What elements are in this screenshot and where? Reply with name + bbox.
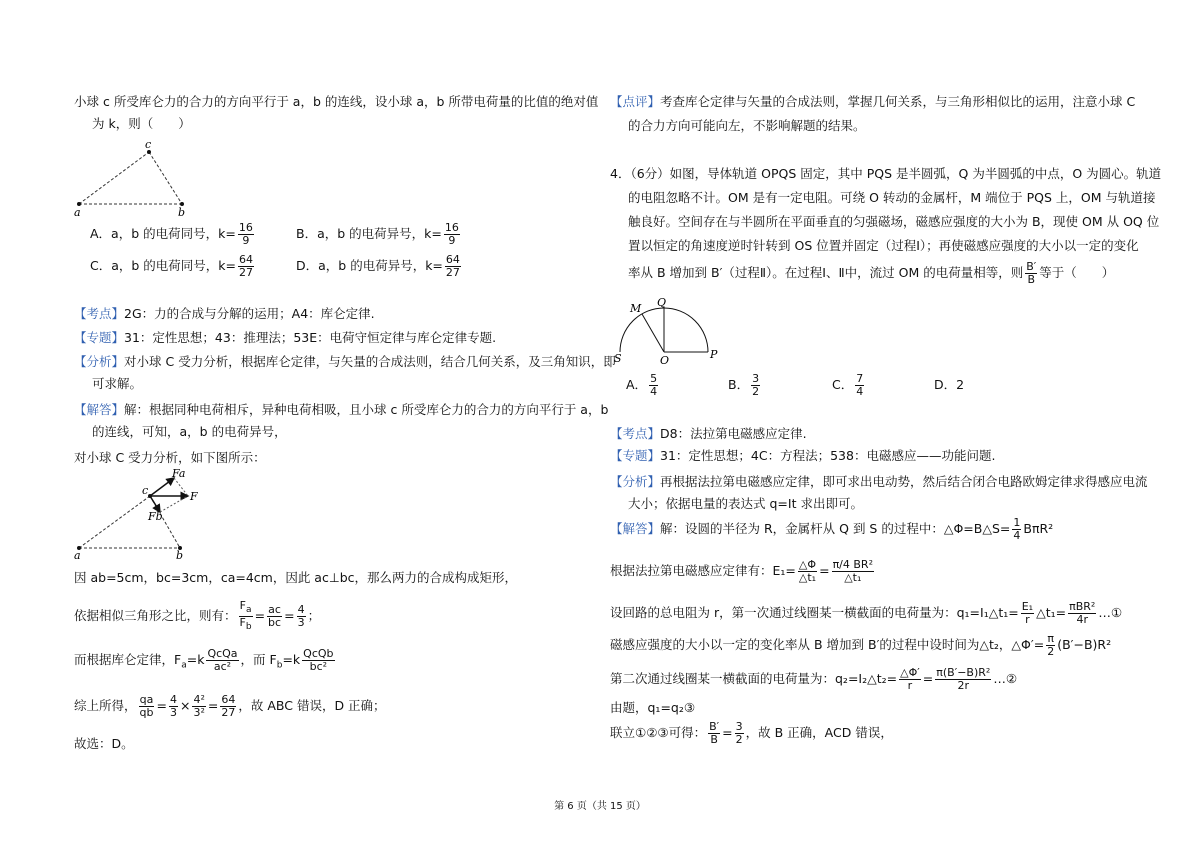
option-c[interactable]: C．a，b 的电荷同号，k= $\frac{64}{27}$ (90, 253, 254, 279)
label-c: c (142, 484, 149, 497)
kaodian-line: 【考点】2G：力的合成与分解的运用；A4：库仑定律. (74, 306, 375, 321)
option-b[interactable]: B． $\frac{3}{2}$ (728, 372, 760, 398)
label-m: M (630, 302, 642, 315)
option-a[interactable]: A．a，b 的电荷同号，k= $\frac{16}{9}$ (90, 221, 253, 247)
q4-line4: 置以恒定的角速度逆时针转到 OS 位置并固定（过程Ⅰ）；再使磁感应强度的大小以一定的变化 (628, 238, 1139, 253)
q4-line3: 触良好。空间存在与半圆所在平面垂直的匀强磁场，磁感应强度的大小为 B，现使 OM 从 OQ 位 (628, 214, 1160, 229)
given-line: 由题，q₁=q₂③ (610, 700, 696, 715)
faraday-line: 根据法拉第电磁感应定律有：E₁= $\frac{\triangle\Phi}{\text{△t₁}}$ = $\frac{\text{π/4 BR²}}{\text{△t₁}}$ (610, 558, 873, 584)
jieda-line2: 的连线，可知，a，b 的电荷异号， (92, 424, 287, 439)
label-b: b (176, 549, 184, 560)
label-b: b (178, 206, 186, 218)
final-line: 联立①②③可得： $\frac{B'}{B}$ = $\frac{3}{2}$ ，故 B 正确，ACD 错误， (610, 720, 893, 746)
dianping-line1: 【点评】考查库仑定律与矢量的合成法则，掌握几何关系，与三角形相似比的运用，注意小球 C (610, 94, 1136, 109)
label-a: a (74, 206, 81, 218)
q4-line2: 的电阻忽略不计。OM 是有一定电阻。可绕 O 转动的金属杆，M 端位于 PQS 上，OM 与轨道接 (628, 190, 1156, 205)
label-a: a (74, 549, 81, 560)
label-fa: Fa (172, 468, 186, 480)
rod-om (642, 314, 664, 352)
dianping-line2: 的合力方向可能向左，不影响解题的结果。 (628, 118, 866, 133)
label-q: Q (657, 296, 667, 309)
label-c: c (145, 138, 152, 151)
similar-ratio-line: 依据相似三角形之比，则有： $\frac{F_a}{F_b}$ = $\frac{ac}{bc}$ = $\frac{4}{3}$ ； (74, 598, 321, 633)
figure-semicircle-rail (614, 296, 734, 368)
analysis-intro: 对小球 C 受力分析，如下图所示： (74, 450, 266, 465)
jieda-line: 【解答】解：设圆的半径为 R，金属杆从 Q 到 S 的过程中：△Φ=B△S= $\frac{1}{4}$ BπR² (610, 516, 1054, 542)
coulomb-line: 而根据库仑定律，$F_a=k$ $\frac{\text{QcQa}}{\text{ac²}}$ ，而 $F_b=k$ $\frac{\text{QcQb}}{\text{bc²}}$ (74, 647, 334, 673)
zhuanti-line: 【专题】31：定性思想；4C：方程法；538：电磁感应——功能问题. (610, 448, 996, 463)
zhuanti-line: 【专题】31：定性思想；43：推理法；53E：电荷守恒定律与库仑定律专题. (74, 330, 497, 345)
label-p: P (710, 348, 718, 361)
fenxi-line2: 可求解。 (92, 376, 143, 391)
label-s: S (614, 352, 622, 365)
line-cb (149, 152, 182, 204)
option-d[interactable]: D．a，b 的电荷异号，k= $\frac{64}{27}$ (296, 253, 460, 279)
figure-triangle-abc (74, 138, 194, 218)
kaodian-line: 【考点】D8：法拉第电磁感应定律. (610, 426, 807, 441)
answer-line: 故选：D。 (74, 736, 134, 751)
geometry-line: 因 ab=5cm，bc=3cm，ca=4cm，因此 ac⊥bc，那么两力的合成构成矩形， (74, 570, 518, 585)
charge1-line: 设回路的总电阻为 r，第一次通过线圈某一横截面的电荷量为：q₁=I₁△t₁= $\frac{\text{E₁}}{r}$ △t₁= $\frac{\text{πBR²}}{4r}$ …① (610, 600, 1123, 626)
jieda-line1: 【解答】解：根据同种电荷相斥，异种电荷相吸，且小球 c 所受库仑力的合力的方向平行于 a，b (74, 402, 609, 417)
q4-line1: 4．（6分）如图，导体轨道 OPQS 固定，其中 PQS 是半圆弧，Q 为半圆弧的中点，O 为圆心。轨道 (610, 166, 1162, 181)
page-footer: 第 6 页（共 15 页） (554, 801, 646, 812)
option-b[interactable]: B．a，b 的电荷异号，k= $\frac{16}{9}$ (296, 221, 459, 247)
q4-line5: 率从 B 增加到 B′（过程Ⅱ）。在过程Ⅰ、Ⅱ中，流过 OM 的电荷量相等，则 $\frac{B'}{B}$ 等于（ ） (628, 260, 1115, 286)
conclusion-line: 综上所得， $\frac{qa}{qb}$ = $\frac{4}{3}$ × $\frac{\text{4²}}{\text{3²}}$ = $\frac{64}{27}$ ，故 ABC 错误，D 正确； (74, 693, 386, 719)
process2-line: 磁感应强度的大小以一定的变化率从 B 增加到 B′的过程中设时间为△t₂，△Φ′= $\frac{\pi}{2}$ (B′−B)R² (610, 632, 1112, 658)
line-ac (79, 152, 149, 204)
force-fa-arrow (150, 478, 174, 496)
question-stem-line1: 小球 c 所受库仑力的合力的方向平行于 a，b 的连线，设小球 a，b 所带电荷量的比值的绝对值 (74, 94, 599, 109)
figure-force-diagram (74, 468, 214, 560)
option-c[interactable]: C． $\frac{7}{4}$ (832, 372, 864, 398)
fenxi-line1: 【分析】再根据法拉第电磁感应定律，即可求出电动势，然后结合闭合电路欧姆定律求得感应电流 (610, 474, 1148, 489)
option-a[interactable]: A． $\frac{5}{4}$ (626, 372, 658, 398)
label-o: O (660, 354, 670, 367)
charge2-line: 第二次通过线圈某一横截面的电荷量为：q₂=I₂△t₂= $\frac{\triangle\Phi'}{r}$ = $\frac{\text{π(B′−B)R²}}{2r}$ …② (610, 666, 1018, 692)
label-f: F (190, 490, 198, 503)
fenxi-line1: 【分析】对小球 C 受力分析，根据库仑定律，与矢量的合成法则，结合几何关系，及三角知识，即 (74, 354, 616, 369)
question-stem-line2: 为 k，则（ ） (92, 116, 191, 131)
option-d[interactable]: D．2 (934, 377, 965, 392)
fenxi-line2: 大小；依据电量的表达式 q=It 求出即可。 (628, 496, 863, 511)
label-fb: Fb (148, 510, 163, 523)
